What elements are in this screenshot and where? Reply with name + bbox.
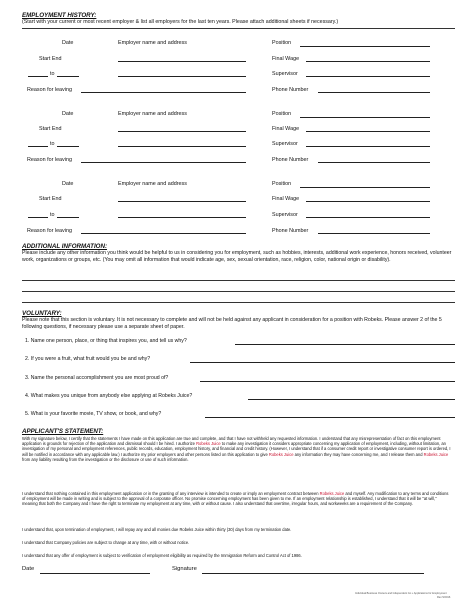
question-1: 1. Name one person, place, or thing that inspires you, and tell us why?: [25, 338, 187, 344]
employer-address-field[interactable]: [118, 131, 246, 132]
brand-name: Robeks Juice: [319, 491, 345, 496]
supervisor-field[interactable]: [306, 217, 430, 218]
question-3: 3. Name the personal accomplishment you are most proud of?: [25, 375, 169, 381]
employer-address-field[interactable]: [118, 61, 246, 62]
final-wage-label: Final Wage: [272, 56, 300, 62]
start-date-field[interactable]: [28, 217, 48, 218]
supervisor-label: Supervisor: [272, 71, 298, 77]
statement-paragraph-2: I understand that nothing contained in this employment application or in the granting of any interview is intended to create or imply an employment contract between Robeks Juice and myself. Any modification to any terms and conditions of employment will be made in writing and is subject to the approval of a corporate officer. No promise concerning employment has been given to me. If an employment relationship is established, I understand that it will be "at will," meaning that both the Company and I have the right to terminate my employment at any time, with or without cause. I also understand that overtime, irregular hours, and workweeks are a requirement of the Company.: [22, 491, 449, 507]
position-field[interactable]: [300, 117, 430, 118]
employment-history-title: EMPLOYMENT HISTORY:: [22, 12, 97, 19]
additional-info-line-1[interactable]: [22, 280, 455, 281]
final-wage-field[interactable]: [306, 201, 430, 202]
phone-field[interactable]: [318, 233, 430, 234]
footer-line-2: Rev 5/2016: [437, 596, 451, 599]
reason-field[interactable]: [81, 92, 246, 93]
statement-paragraph-3: I understand that, upon termination of employment, I will repay any and all monies due Robeks Juice within thirty (30) days from my termination date.: [22, 527, 292, 532]
brand-name: Robeks Juice: [423, 451, 449, 457]
employment-history-instruction: (Start with your current or most recent employer & list all employers for the last ten years. Please attach additional sheets if necessary.): [22, 19, 339, 25]
supervisor-field[interactable]: [306, 146, 430, 147]
end-date-field[interactable]: [57, 76, 79, 77]
brand-name: Robeks Juice: [268, 451, 294, 457]
start-date-field[interactable]: [28, 146, 48, 147]
reason-label: Reason for leaving: [27, 87, 72, 93]
question-4: 4. What makes you unique from anybody else applying at Robeks Juice?: [25, 393, 193, 399]
employer-address-field[interactable]: [118, 201, 246, 202]
reason-field[interactable]: [81, 162, 246, 163]
date-label: Date: [62, 40, 74, 46]
phone-label: Phone Number: [272, 228, 309, 234]
start-end-label: Start End: [39, 126, 62, 132]
position-label: Position: [272, 181, 292, 187]
answer-2-field[interactable]: [190, 362, 455, 363]
final-wage-field[interactable]: [306, 131, 430, 132]
supervisor-label: Supervisor: [272, 212, 298, 218]
answer-1-field[interactable]: [235, 344, 455, 345]
statement-paragraph-1: With my signature below, I certify that the statements I have made on this application are true and complete, and that I have not withheld any requested information. I understand that any misrepresentation of fact on this employment application is grounds for rejection of the application and dismissal should I be hired. I authorize Robeks Juice to make any investigation it considers appropriate concerning my application of employment, including, without limitation, an investigation of my personal and employment references, public records, education, employment history, and financial and credit history. (However, I understand that if a consumer credit report or investigative consumer report is ordered, I will be notified in accordance with any applicable law.) I authorize my prior employers and other persons listed on this application to give Robeks Juice any information they may have concerning me, and I release them and Robeks Juice from any liability resulting from the investigation or the disclosure or use of such information.: [22, 436, 451, 462]
reason-label: Reason for leaving: [27, 157, 72, 163]
employer-label: Employer name and address: [118, 111, 187, 117]
final-wage-label: Final Wage: [272, 196, 300, 202]
footer-line-1: Individual Business Owners and Independent Co ≥ Applications for Employment: [355, 592, 447, 595]
employer-address-field-2[interactable]: [118, 217, 246, 218]
additional-info-title: ADDITIONAL INFORMATION:: [22, 243, 108, 250]
employer-address-field-2[interactable]: [118, 76, 246, 77]
applicant-statement-title: APPLICANT'S STATEMENT:: [22, 428, 104, 435]
supervisor-label: Supervisor: [272, 141, 298, 147]
additional-info-line-3[interactable]: [22, 302, 455, 303]
employer-label: Employer name and address: [118, 181, 187, 187]
date-label: Date: [22, 566, 35, 572]
end-date-field[interactable]: [57, 146, 79, 147]
statement-paragraph-5: I understand that any offer of employment is subject to verification of employment eligibility as required by the Immigration Reform and Control Act of 1986.: [22, 553, 302, 558]
position-field[interactable]: [300, 46, 430, 47]
reason-label: Reason for leaving: [27, 228, 72, 234]
phone-field[interactable]: [318, 92, 430, 93]
position-field[interactable]: [300, 187, 430, 188]
supervisor-field[interactable]: [306, 76, 430, 77]
start-end-label: Start End: [39, 196, 62, 202]
additional-info-line-2[interactable]: [22, 291, 455, 292]
position-label: Position: [272, 40, 292, 46]
voluntary-title: VOLUNTARY:: [22, 310, 62, 317]
phone-label: Phone Number: [272, 157, 309, 163]
answer-3-field[interactable]: [200, 381, 455, 382]
start-end-label: Start End: [39, 56, 62, 62]
statement-paragraph-4: I understand that Company policies are subject to change at any time, with or without notice.: [22, 540, 190, 545]
start-date-field[interactable]: [28, 76, 48, 77]
to-label: to: [50, 141, 55, 147]
date-label: Date: [62, 111, 74, 117]
phone-label: Phone Number: [272, 87, 309, 93]
question-2: 2. If you were a fruit, what fruit would you be and why?: [25, 356, 151, 362]
answer-4-field[interactable]: [248, 399, 455, 400]
phone-field[interactable]: [318, 162, 430, 163]
answer-5-field[interactable]: [205, 417, 455, 418]
additional-info-text: Please include any other information you think would be helpful to us in considering you for employment, such as hobbies, interests, additional work experience, honors received, volunteer work, organizations or groups, etc. (You may omit all information that would indicate age, sex, sexual orientation, race, religion, color, national origin or disability).: [22, 250, 452, 263]
final-wage-label: Final Wage: [272, 126, 300, 132]
brand-name: Robeks Juice: [196, 441, 221, 447]
signature-field[interactable]: [202, 573, 424, 574]
to-label: to: [50, 71, 55, 77]
reason-field[interactable]: [81, 233, 246, 234]
date-field[interactable]: [40, 573, 150, 574]
end-date-field[interactable]: [57, 217, 79, 218]
date-label: Date: [62, 181, 74, 187]
employer-label: Employer name and address: [118, 40, 187, 46]
question-5: 5. What is your favorite movie, TV show, or book, and why?: [25, 411, 162, 417]
position-label: Position: [272, 111, 292, 117]
to-label: to: [50, 212, 55, 218]
voluntary-text: Please note that this section is voluntary. It is not necessary to complete and will not be held against any applicant in consideration for a position with Robeks. Please answer 2 of the 5 following questions, if necessary please use a separate sheet of paper.: [22, 317, 442, 330]
employer-address-field-2[interactable]: [118, 146, 246, 147]
final-wage-field[interactable]: [306, 61, 430, 62]
signature-label: Signature: [172, 566, 197, 572]
divider: [22, 28, 455, 29]
